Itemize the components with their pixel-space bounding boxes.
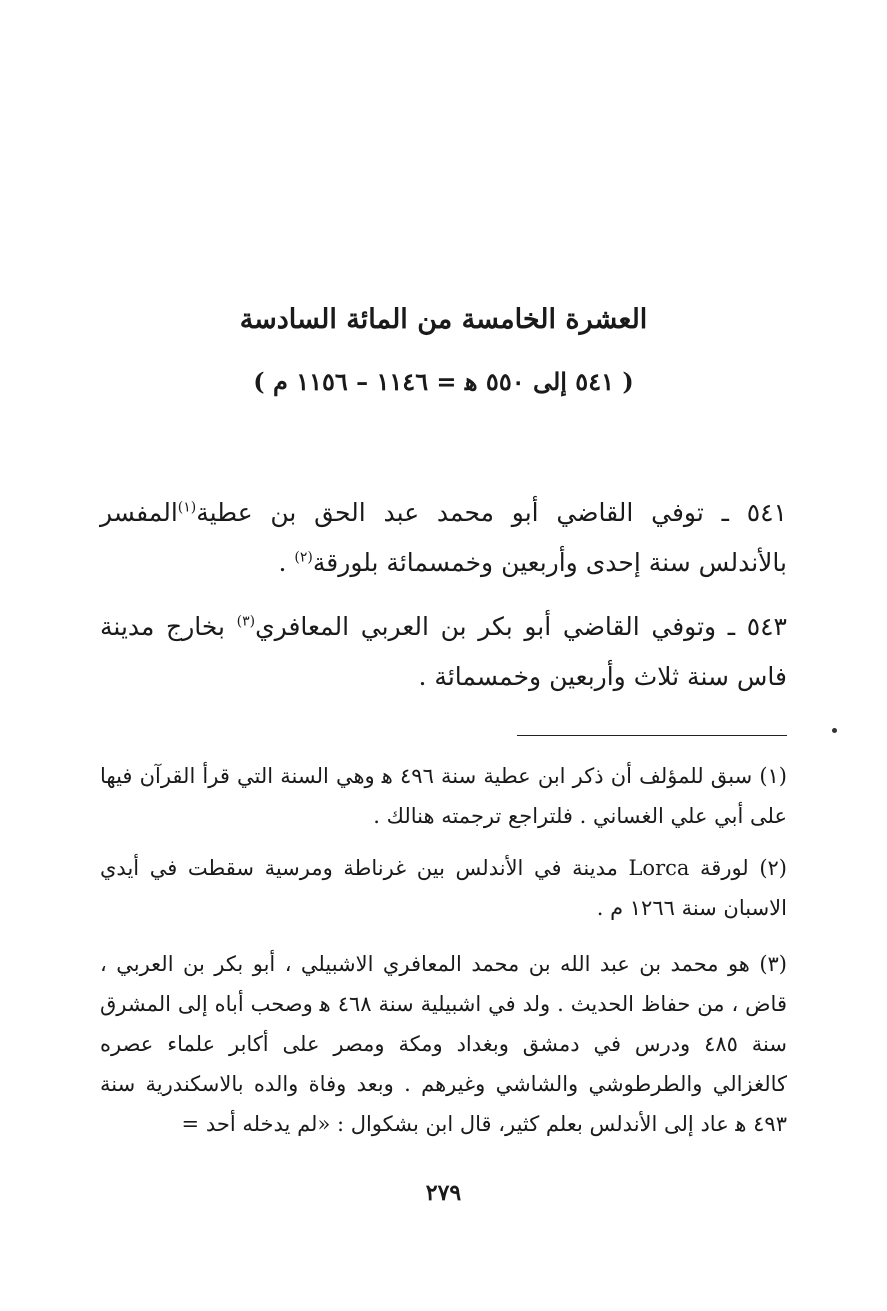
footnote-2: (٢) لورقة Lorca مدينة في الأندلس بين غرناطة ومرسية سقطت في أيدي الاسبان سنة ١٢٦٦ م . <box>100 856 787 920</box>
footnote-ref-2[interactable]: (٢) <box>294 549 313 566</box>
entry-543 <box>100 602 787 702</box>
footnote-ref-3[interactable]: (٣) <box>236 613 256 630</box>
footnote-3: (٣) هو محمد بن عبد الله بن محمد المعافري الاشبيلي ، أبو بكر بن العربي ، قاض ، من حفاظ الحديث . ولد في اشبيلية سنة ٤٦٨ ﻫ وصحب أباه إلى المشرق سنة ٤٨٥ ودرس في دمشق وبغداد ومكة ومصر على أكابر علماء عصره كالغزالي والطرطوشي والشاشي وغيرهم . وبعد وفاة والده بالاسكندرية سنة ٤٩٣ ﻫ عاد إلى الأندلس بعلم كثير، قال ابن بشكوال : «لم يدخله أحد = <box>100 952 787 1136</box>
section-title: العشرة الخامسة من المائة السادسة <box>239 304 648 335</box>
section-date-range: ( ٥٤١ إلى ٥٥٠ ﻫ = ١١٤٦ – ١١٥٦ م ) <box>253 367 634 396</box>
entry-text: ٥٤٣ ـ وتوفي القاضي أبو بكر بن العربي المعافري <box>255 612 787 641</box>
footnote-1: (١) سبق للمؤلف أن ذكر ابن عطية سنة ٤٩٦ ﻫ وهي السنة التي قرأ القرآن فيها على أبي علي الغساني . فلتراجع ترجمته هنالك . <box>100 764 787 828</box>
entry-text: . <box>278 548 295 577</box>
entry-text: بخارج مدينة فاس سنة ثلاث وأربعين وخمسمائة . <box>100 612 787 691</box>
margin-dot <box>832 728 837 733</box>
entry-text: المفسر بالأندلس سنة إحدى وأربعين وخمسمائة بلورقة <box>100 498 787 577</box>
footnote-ref-1[interactable]: (١) <box>177 499 197 516</box>
entry-541 <box>100 488 787 588</box>
footnote-separator <box>517 735 787 736</box>
entry-text: ٥٤١ ـ توفي القاضي أبو محمد عبد الحق بن عطية <box>196 498 787 527</box>
page-number: ٢٧٩ <box>425 1180 462 1206</box>
